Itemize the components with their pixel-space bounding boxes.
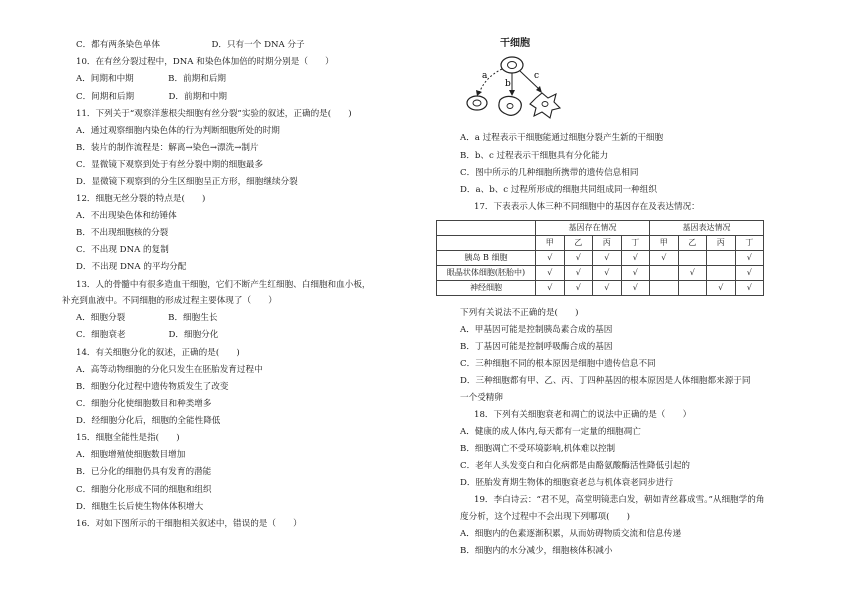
table-cell: √ [536,266,565,281]
q13-stem-line1: 13．人的骨髓中有很多造血干细胞，它们不断产生红细胞、白细胞和血小板， [76,280,371,290]
table-cell [678,251,707,266]
table-cell: √ [678,266,707,281]
q17-stem: 17．下表表示人体三种不同细胞中的基因存在及表达情况： [474,202,700,212]
q17-option-d-line1: D．三种细胞都有甲、乙、丙、丁四种基因的根本原因是人体细胞都来源于同 [460,376,751,386]
table-cell: √ [564,251,593,266]
q11-option-c: C．显微镜下观察到处于有丝分裂中期的细胞最多 [76,160,264,170]
q15-option-d: D．细胞生长后使生物体体积增大 [76,502,204,512]
q12-option-a: A．不出现染色体和纺锤体 [76,211,177,221]
q15-option-c: C．细胞分化形成不同的细胞和组织 [76,485,212,495]
q10-options-cd: C．间期和后期 D．前期和中期 [76,92,227,102]
table-row [437,266,764,281]
q19-option-b: B．细胞内的水分减少，细胞核体积减小 [460,546,613,556]
q14-option-c: C．细胞分化使细胞数目和种类增多 [76,399,212,409]
q14-stem: 14．有关细胞分化的叙述，正确的是( ) [76,348,240,358]
q19-option-a: A．细胞内的色素逐渐积累，从而妨碍物质交流和信息传递 [460,529,682,539]
q18-option-b: B．细胞凋亡不受环境影响,机体难以控制 [460,444,616,454]
q9-options-cd: C．都有两条染色单体 D．只有一个 DNA 分子 [76,40,305,50]
table-cell: √ [536,251,565,266]
q17-option-a: A．甲基因可能是控制胰岛素合成的基因 [460,325,613,335]
header-gene-presence: 基因存在情况 [536,221,650,236]
table-cell: √ [564,266,593,281]
q10-stem: 10．在有丝分裂过程中，DNA 和染色体加倍的时期分别是（ ） [76,57,334,67]
q17-option-b: B．丁基因可能是控制呼吸酶合成的基因 [460,342,613,352]
q18-option-a: A．健康的成人体内,每天都有一定量的细胞凋亡 [460,427,641,437]
table-cell: √ [735,266,764,281]
table-cell: √ [564,281,593,296]
table-sub-header-row [437,236,764,251]
table-cell: √ [707,281,736,296]
table-cell: √ [735,251,764,266]
q14-option-b: B．细胞分化过程中遗传物质发生了改变 [76,382,229,392]
q15-option-b: B．已分化的细胞仍具有发育的潜能 [76,467,212,477]
stem-cell-left-nucleus [473,100,481,106]
sub-header: 丙 [707,236,736,251]
q12-stem: 12．细胞无丝分裂的特点是( ) [76,194,206,204]
row-name: 神经细胞 [437,281,536,296]
q13-options-cd: C．细胞衰老 D．细胞分化 [76,330,219,340]
table-cell: √ [536,281,565,296]
q12-option-d: D．不出现 DNA 的平均分配 [76,262,187,272]
table-cell: √ [621,266,650,281]
q15-stem: 15．细胞全能性是指( ) [76,433,180,443]
q15-option-a: A．细胞增殖使细胞数目增加 [76,450,186,460]
stem-cell-top-nucleus [508,62,517,69]
sub-header: 甲 [650,236,679,251]
sub-header: 丁 [621,236,650,251]
q16-stem: 16．对如下图所示的干细胞相关叙述中，错误的是（ ） [76,519,302,529]
q19-stem-line2: 度分析，这个过程中不会出现下列哪项( ) [460,512,630,522]
diagram-graphic [462,38,572,120]
q11-option-a: A．通过观察细胞内染色体的行为判断细胞所处的时期 [76,126,280,136]
q16-option-c: C．图中所示的几种细胞所携带的遗传信息相同 [460,168,639,178]
q17-option-c: C．三种细胞不同的根本原因是细胞中遗传信息不同 [460,359,656,369]
table-row [437,251,764,266]
q16-option-b: B．b、c 过程表示干细胞具有分化能力 [460,151,609,161]
label-a: a [482,71,488,81]
q18-stem: 18．下列有关细胞衰老和凋亡的说法中正确的是（ ） [474,410,692,420]
row-name: 眼晶状体细胞(胚胎中) [437,266,536,281]
q18-option-c: C．老年人头发变白和白化病都是由酪氨酸酶活性降低引起的 [460,461,691,471]
table-cell [707,266,736,281]
table-cell: √ [735,281,764,296]
q16-option-a: A．a 过程表示干细胞能通过细胞分裂产生新的干细胞 [460,133,664,143]
q12-option-b: B．不出现细胞核的分裂 [76,228,169,238]
table-row [437,281,764,296]
header-gene-expression: 基因表达情况 [650,221,764,236]
q11-option-d: D．显微镜下观察到的分生区细胞呈正方形，细胞继续分裂 [76,177,298,187]
q16-option-d: D．a、b、c 过程所形成的细胞共同组成同一种组织 [460,185,657,195]
q11-stem: 11．下列关于“观察洋葱根尖细胞有丝分裂”实验的叙述，正确的是( ) [76,109,352,119]
table-corner-cell-2 [437,236,536,251]
sub-header: 乙 [564,236,593,251]
table-cell [650,281,679,296]
table-cell [707,251,736,266]
q11-option-b: B．装片的制作流程是：解离→染色→漂洗→制片 [76,143,259,153]
sub-header: 乙 [678,236,707,251]
q13-options-ab: A．细胞分裂 B．细胞生长 [76,313,218,323]
sub-header: 丁 [735,236,764,251]
table-cell [678,281,707,296]
label-b: b [505,79,511,89]
diagram-title: 干细胞 [500,38,530,49]
stem-cell-diagram [462,38,572,120]
q10-options-ab: A．间期和中期 B．前期和后期 [76,74,227,84]
q17-option-d-line2: 一个受精卵 [460,393,503,403]
table-cell: √ [621,251,650,266]
q19-stem-line1: 19．李白诗云：“君不见，高堂明镜悲白发，朝如青丝暮成雪。”从细胞学的角 [474,495,765,505]
sub-header: 丙 [593,236,622,251]
row-name: 胰岛 B 细胞 [437,251,536,266]
table-cell: √ [621,281,650,296]
q12-option-c: C．不出现 DNA 的复制 [76,245,169,255]
table-cell: √ [593,281,622,296]
table-cell: √ [593,266,622,281]
q18-option-d: D．胚胎发育期生物体的细胞衰老总与机体衰老同步进行 [460,478,674,488]
q17-question: 下列有关说法不正确的是( ) [460,308,579,318]
q13-stem-line2: 补充到血液中。不同细胞的形成过程主要体现了（ ） [62,296,277,306]
table-cell: √ [593,251,622,266]
q14-option-a: A．高等动物细胞的分化只发生在胚胎发育过程中 [76,365,263,375]
table-cell: √ [650,251,679,266]
q14-option-d: D．经细胞分化后，细胞的全能性降低 [76,416,221,426]
table-corner-cell [437,221,536,236]
label-c: c [534,71,540,81]
table-group-header-row [437,221,764,236]
gene-expression-table [436,220,764,296]
table-cell [650,266,679,281]
sub-header: 甲 [536,236,565,251]
